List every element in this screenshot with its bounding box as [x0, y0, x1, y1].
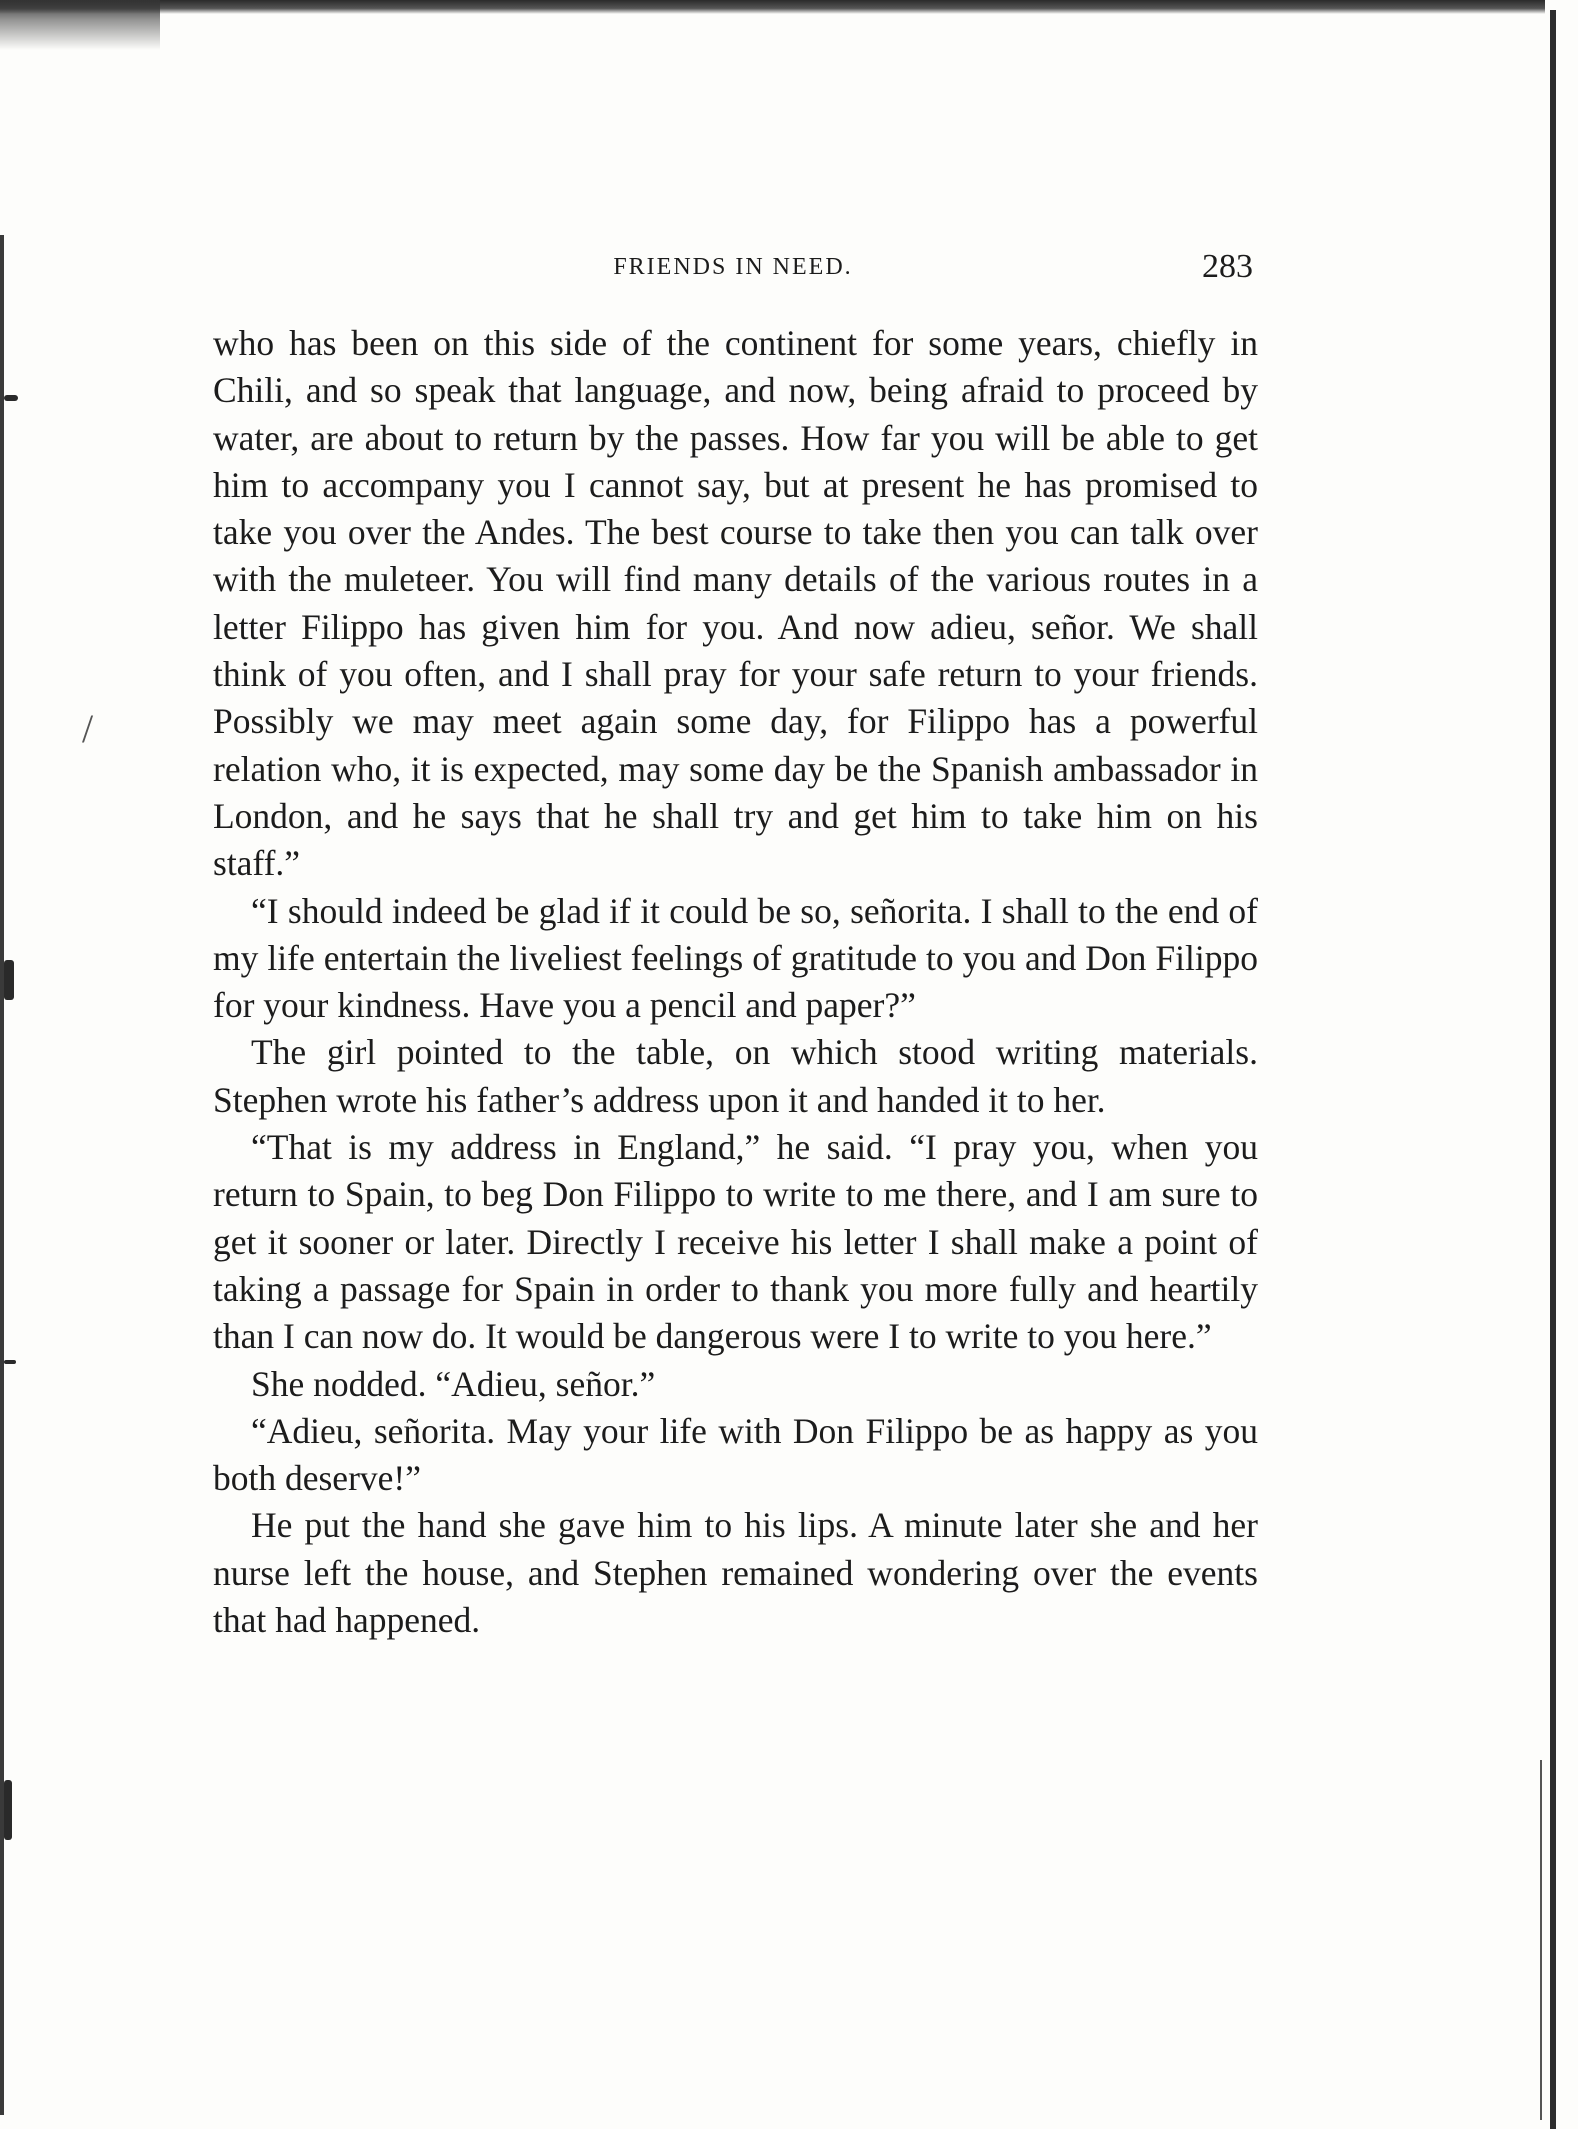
scan-right-edge	[1550, 10, 1556, 2129]
scan-top-left-shadow	[0, 0, 160, 50]
scan-left-mark	[4, 1360, 16, 1364]
scan-top-border	[0, 0, 1545, 14]
scan-left-mark	[4, 1780, 12, 1840]
scan-stray-mark: /	[82, 706, 94, 751]
paragraph: “That is my address in England,” he said. “I pray you, when you return to Spain, to beg Don Filippo to write to me there, and I am sure to get it sooner or later. Directly I receive his letter I shall make a point of taking a passage for Spain in order to thank you more fully and heartily than I can now do. It would be dangerous were I to write to you here.”	[213, 1127, 1258, 1357]
paragraph: He put the hand she gave him to his lips. A minute later she and her nurse left the house, and Stephen remained wondering over the events that had happened.	[213, 1505, 1258, 1641]
paragraph: “I should indeed be glad if it could be so, señorita. I shall to the end of my life entertain the liveliest feelings of gratitude to you and Don Filippo for your kindness. Have you a pencil and paper?”	[213, 890, 1258, 1026]
body-text	[213, 320, 1258, 1644]
paragraph: She nodded. “Adieu, señor.”	[251, 1363, 656, 1404]
paragraph: The girl pointed to the table, on which stood writing materials. Stephen wrote his father’s address upon it and handed it to her.	[213, 1032, 1258, 1120]
scan-right-edge-inner	[1540, 1760, 1542, 2120]
page-number: 283	[1202, 248, 1253, 285]
scan-left-mark	[4, 960, 14, 1000]
scan-left-mark	[4, 395, 18, 401]
paragraph: who has been on this side of the continent for some years, chiefly in Chili, and so speak that language, and now, being afraid to proceed by water, are about to return by the passes. How far you will be able to get him to accompany you I cannot say, but at present he has promised to take you over the Andes. The best course to take then you can talk over with the muleteer. You will find many details of the various routes in a letter Filippo has given him for you. And now adieu, señor. We shall think of you often, and I shall pray for your safe return to your friends. Possibly we may meet again some day, for Filippo has a powerful relation who, it is expected, may some day be the Spanish ambassador in London, and he says that he shall try and get him to take him on his staff.”	[213, 323, 1258, 884]
running-head	[213, 248, 1253, 298]
running-title: FRIENDS IN NEED.	[613, 254, 853, 280]
paragraph: “Adieu, señorita. May your life with Don Filippo be as happy as you both deserve!”	[213, 1410, 1258, 1499]
